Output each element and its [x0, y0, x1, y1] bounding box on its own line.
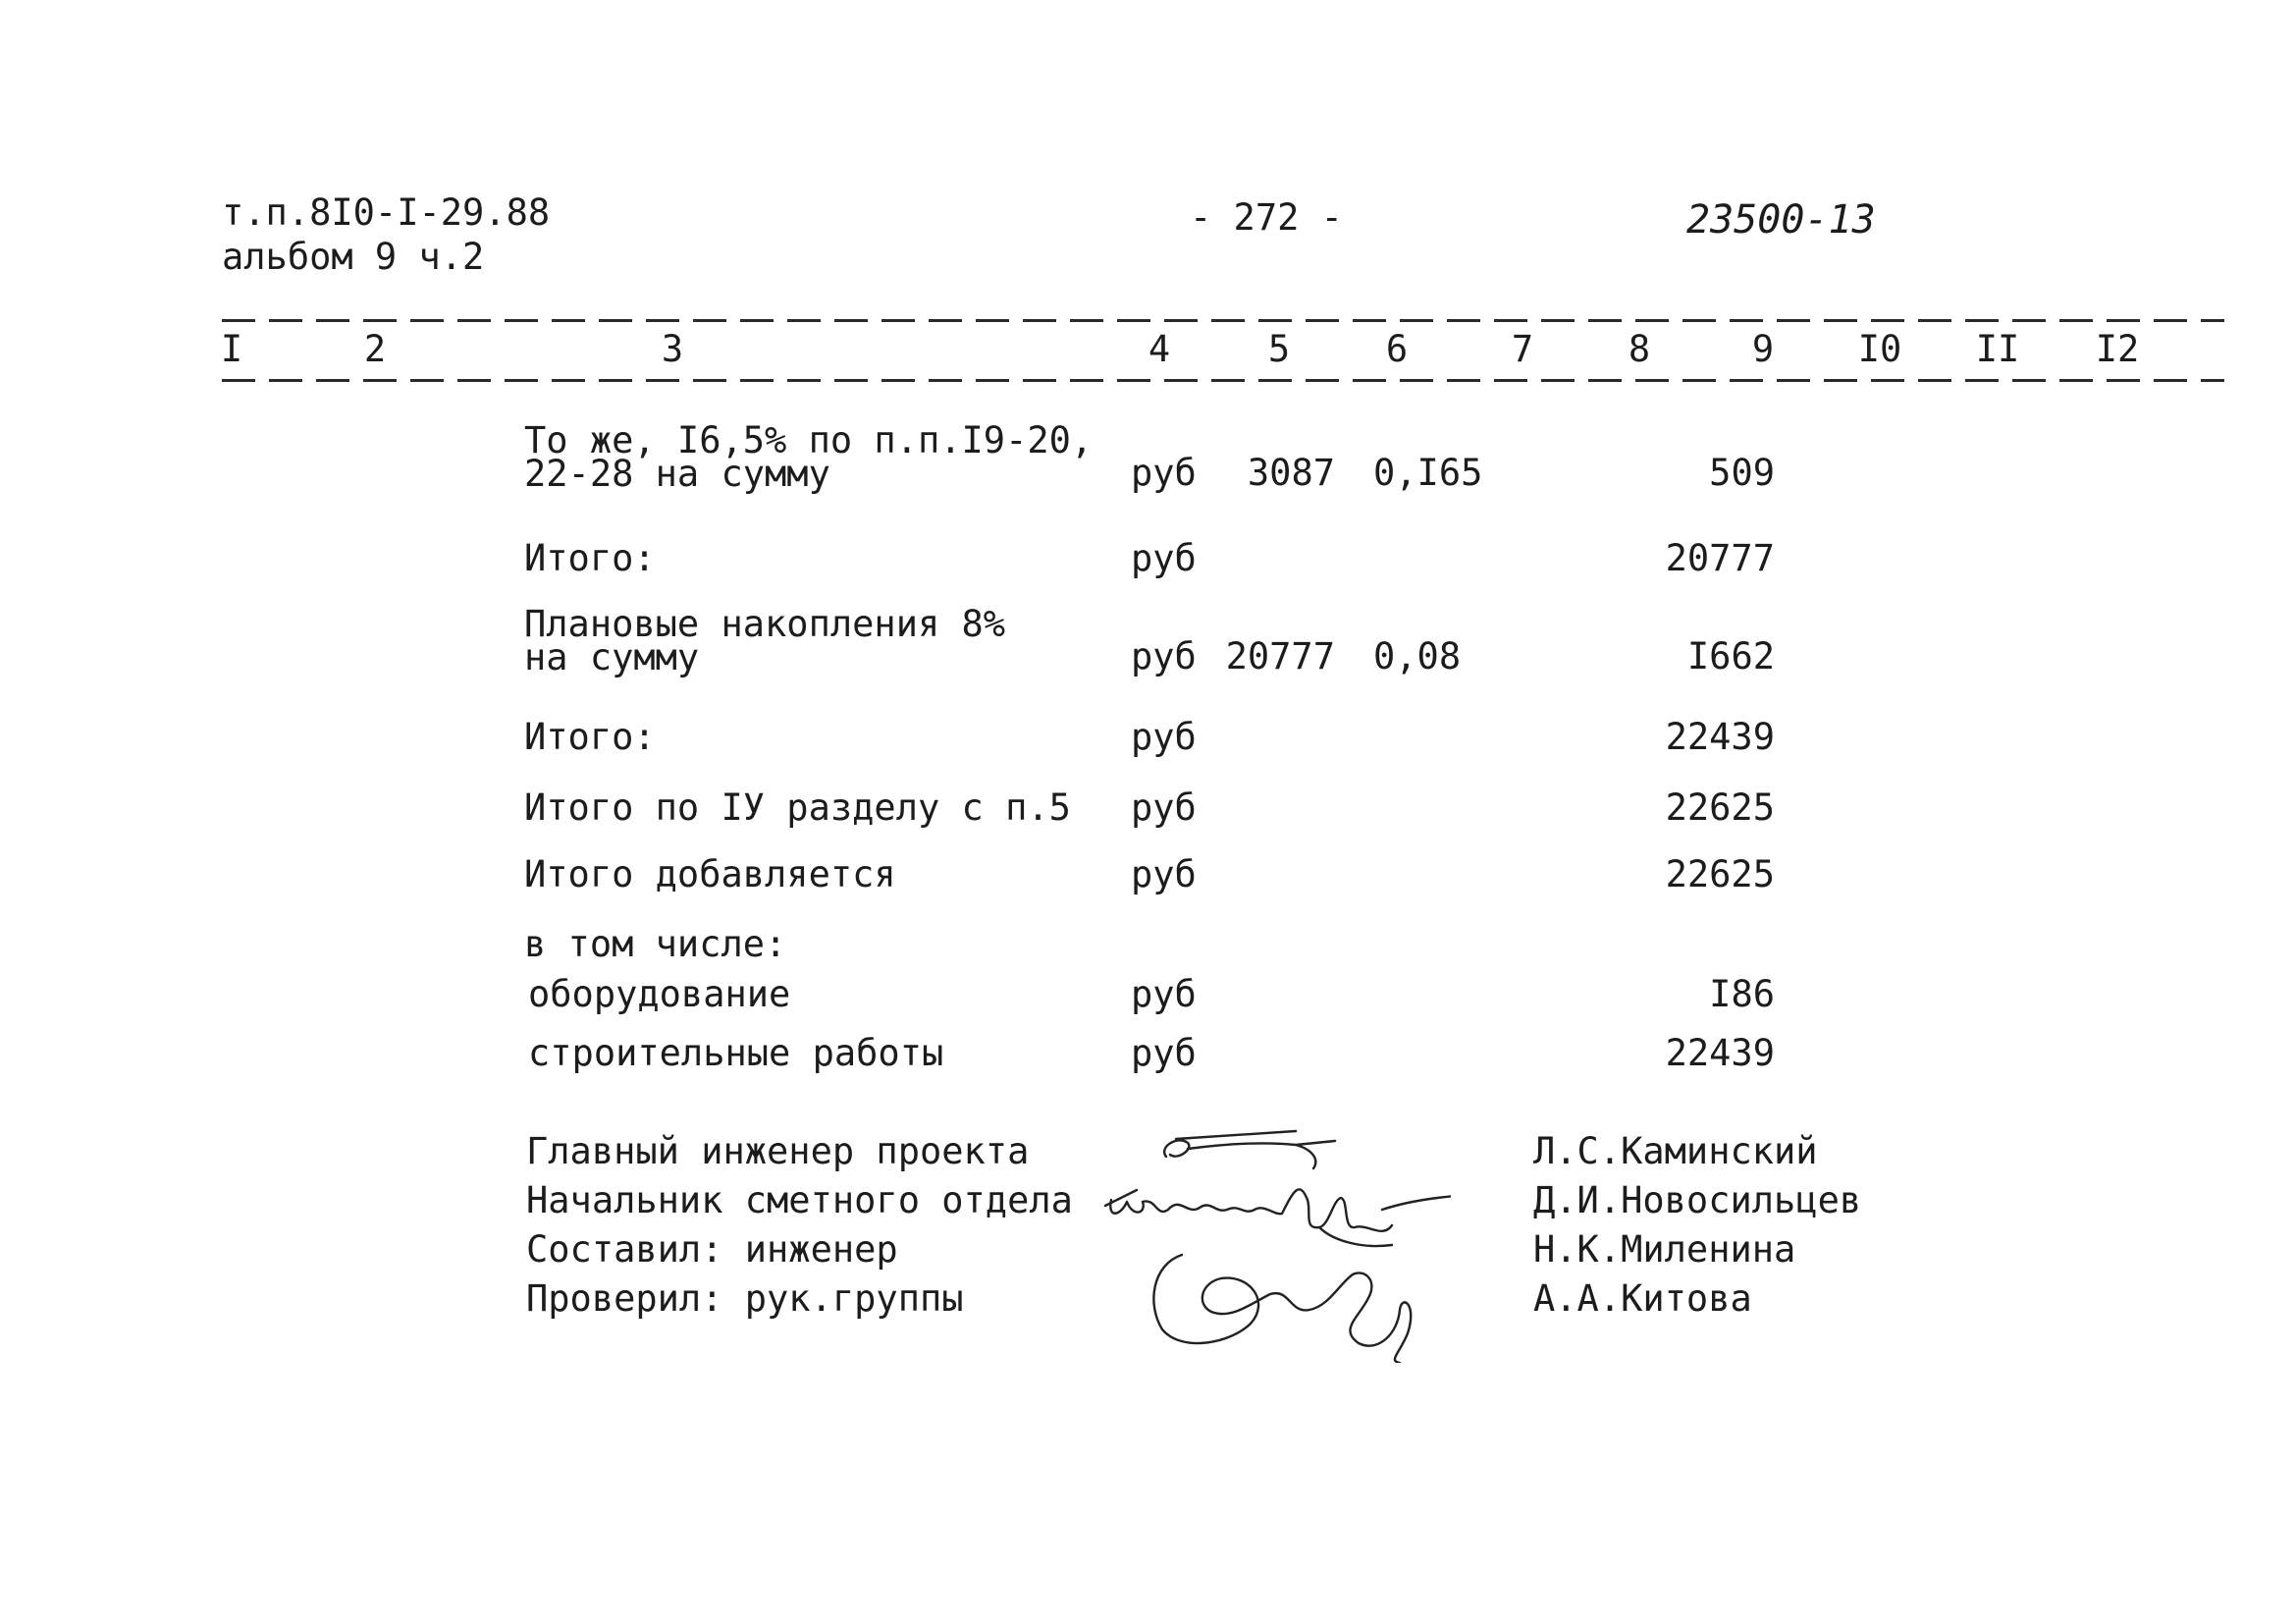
row-rate: 0,I65 [1373, 452, 1483, 494]
signature-role: Начальник сметного отдела [526, 1179, 1073, 1221]
signature-role: Составил: инженер [526, 1228, 898, 1271]
row-total: 22625 [1665, 786, 1775, 829]
row-unit: руб [1131, 853, 1197, 895]
project-reference: т.п.8I0-I-29.88 [222, 191, 551, 234]
signature-role: Главный инженер проекта [526, 1130, 1030, 1172]
header-rule-top [222, 319, 2224, 322]
column-header-6: 6 [1385, 328, 1409, 370]
row-description: в том числе: [524, 923, 787, 965]
signature-role: Проверил: рук.группы [526, 1277, 964, 1320]
signature-name: Л.С.Каминский [1533, 1130, 1818, 1172]
row-description: оборудование [528, 973, 791, 1015]
row-unit: руб [1131, 973, 1197, 1015]
row-description: строительные работы [528, 1032, 944, 1074]
row-unit: руб [1131, 452, 1197, 494]
handwritten-signature-3 [1143, 1235, 1437, 1363]
column-header-7: 7 [1511, 328, 1534, 370]
row-unit: руб [1131, 716, 1197, 758]
row-total: 22625 [1665, 853, 1775, 895]
row-total: 22439 [1665, 716, 1775, 758]
row-description-cont: на сумму [524, 636, 700, 678]
signature-name: Н.К.Миленина [1533, 1228, 1796, 1271]
row-unit: руб [1131, 786, 1197, 829]
column-header-12: I2 [2095, 328, 2140, 370]
row-unit: руб [1131, 537, 1197, 579]
row-total: I86 [1709, 973, 1775, 1015]
column-header-11: II [1975, 328, 2020, 370]
signature-name: Д.И.Новосильцев [1533, 1179, 1862, 1221]
column-header-1: I [220, 328, 243, 370]
album-reference: альбом 9 ч.2 [222, 236, 485, 278]
row-total: I662 [1686, 635, 1775, 677]
row-rate: 0,08 [1373, 635, 1462, 677]
row-description: То же, I6,5% по п.п.I9-20, [524, 419, 1094, 461]
column-header-8: 8 [1628, 328, 1651, 370]
column-header-4: 4 [1148, 328, 1171, 370]
header-rule-bottom [222, 379, 2224, 382]
column-header-9: 9 [1751, 328, 1775, 370]
row-total: 22439 [1665, 1032, 1775, 1074]
signature-name: А.А.Китова [1533, 1277, 1752, 1320]
row-total: 20777 [1665, 537, 1775, 579]
row-description-cont: 22-28 на сумму [524, 453, 830, 495]
row-description: Итого: [524, 537, 656, 579]
column-header-3: 3 [661, 328, 684, 370]
row-unit: руб [1131, 635, 1197, 677]
row-base-amount: 3087 [1247, 452, 1335, 494]
column-header-10: I0 [1857, 328, 1902, 370]
column-header-2: 2 [363, 328, 387, 370]
column-header-5: 5 [1267, 328, 1291, 370]
document-number: 23500-13 [1686, 197, 1876, 243]
row-description: Итого: [524, 716, 656, 758]
row-description: Итого добавляется [524, 853, 896, 895]
handwritten-signature-1 [1148, 1119, 1355, 1178]
row-base-amount: 20777 [1225, 635, 1335, 677]
page-number: - 272 - [1190, 196, 1343, 239]
row-description: Плановые накопления 8% [524, 603, 1006, 645]
row-description: Итого по IУ разделу с п.5 [524, 786, 1071, 829]
row-total: 509 [1709, 452, 1775, 494]
row-unit: руб [1131, 1032, 1197, 1074]
